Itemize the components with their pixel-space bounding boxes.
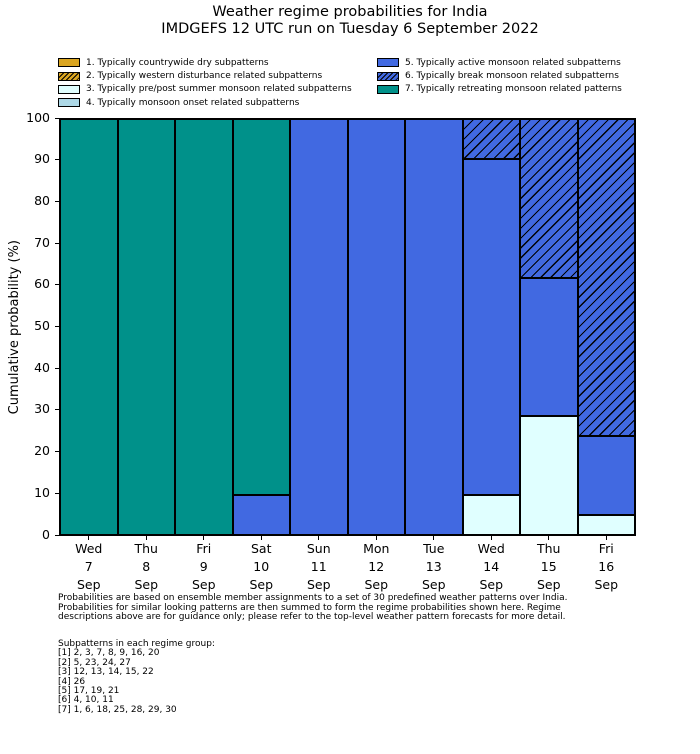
y-tick-label: 90	[34, 151, 50, 167]
bar-sat-10-sep	[233, 119, 291, 535]
bar-segment	[463, 119, 521, 159]
x-tick-label	[519, 540, 579, 594]
x-tick-label-line: Sep	[536, 577, 561, 592]
x-tick-label-line: Sep	[191, 577, 216, 592]
y-tick-label: 40	[34, 359, 50, 375]
bar-wed-14-sep	[463, 119, 521, 535]
legend-label: 1. Typically countrywide dry subpatterns	[86, 57, 269, 68]
y-tick-label: 0	[42, 526, 50, 542]
x-tick-label-line: Sep	[306, 577, 331, 592]
legend-label: 2. Typically western disturbance related subpatterns	[86, 71, 323, 82]
x-tick-label-line: Sep	[421, 577, 446, 592]
x-tick-label-line: Sep	[594, 577, 619, 592]
bar-segment	[520, 416, 578, 535]
y-tick-mark	[55, 493, 59, 494]
legend-item-6	[377, 69, 622, 82]
bar-segment	[578, 515, 636, 535]
subpatterns-line: [5] 17, 19, 21	[58, 686, 120, 697]
legend-column-2	[377, 56, 622, 96]
y-tick-mark	[55, 159, 59, 160]
x-tick-label-line: 12	[368, 559, 385, 574]
subpatterns-line: [1] 2, 3, 7, 8, 9, 16, 20	[58, 648, 160, 659]
bar-segment	[290, 119, 348, 535]
bar-segment	[233, 495, 291, 535]
subpatterns-line: [7] 1, 6, 18, 25, 28, 29, 30	[58, 704, 177, 715]
bar-tue-13-sep	[405, 119, 463, 535]
x-tick-label-line: Sep	[249, 577, 274, 592]
chart-subtitle: IMDGEFS 12 UTC run on Tuesday 6 September 2022	[161, 21, 539, 37]
x-tick-label-line: Fri	[598, 541, 614, 556]
subpatterns-line: [2] 5, 23, 24, 27	[58, 657, 131, 668]
footnote-line: Probabilities for similar looking patterns are then summed to form the regime probabilities shown here. Regime	[58, 602, 561, 613]
x-tick-label-line: Wed	[75, 541, 103, 556]
x-tick-label	[404, 540, 464, 594]
chart-title: Weather regime probabilities for India	[212, 4, 488, 20]
x-tick-label	[116, 540, 176, 594]
bar-segment	[405, 119, 463, 535]
x-tick-label-line: 9	[199, 559, 208, 574]
y-tick-label: 80	[34, 192, 50, 208]
bar-segment	[175, 119, 233, 535]
x-tick-label-line: Wed	[477, 541, 505, 556]
x-tick-label	[59, 540, 119, 594]
bar-segment	[578, 119, 636, 436]
bar-segment	[233, 119, 291, 495]
legend-swatch-icon	[58, 85, 80, 94]
legend-swatch-icon	[58, 58, 80, 67]
y-tick-label: 60	[34, 276, 50, 292]
x-tick-label-line: Tue	[423, 541, 445, 556]
bar-segment	[60, 119, 118, 535]
x-tick-label	[231, 540, 291, 594]
x-tick-label	[346, 540, 406, 594]
legend-label: 6. Typically break monsoon related subpatterns	[405, 71, 619, 82]
x-tick-label-line: Thu	[537, 541, 561, 556]
y-tick-label: 100	[26, 109, 50, 125]
y-tick-label: 10	[34, 484, 50, 500]
legend-item-4	[58, 96, 352, 109]
x-tick-label-line: Thu	[134, 541, 158, 556]
bar-segment	[520, 119, 578, 277]
x-tick-label-line: 10	[253, 559, 270, 574]
legend-label: 7. Typically retreating monsoon related patterns	[405, 84, 622, 95]
y-tick-mark	[55, 368, 59, 369]
footnote-line: descriptions above are for guidance only; please refer to the top-level weather pattern forecasts for more detail.	[58, 612, 566, 623]
plot-area	[59, 118, 636, 536]
x-tick-label-line: Sat	[251, 541, 272, 556]
legend-item-7	[377, 83, 622, 96]
y-tick-mark	[55, 451, 59, 452]
bar-fri-16-sep	[578, 119, 636, 535]
y-tick-label: 50	[34, 318, 50, 333]
legend-swatch-icon	[377, 58, 399, 67]
y-tick-mark	[55, 118, 59, 119]
y-tick-mark	[55, 326, 59, 327]
x-tick-label-line: Fri	[196, 541, 212, 556]
x-tick-label-line: 7	[84, 559, 93, 574]
legend-item-2	[58, 69, 352, 82]
x-tick-label-line: Sep	[134, 577, 159, 592]
legend-swatch-icon	[377, 72, 399, 81]
x-tick-label-line: 16	[598, 559, 615, 574]
x-tick-label	[289, 540, 349, 594]
bar-segment	[118, 119, 176, 535]
x-tick-label-line: Mon	[363, 541, 390, 556]
x-tick-label-line: 15	[540, 559, 557, 574]
subpatterns-line: [3] 12, 13, 14, 15, 22	[58, 667, 154, 678]
legend-swatch-icon	[58, 98, 80, 107]
x-tick-label-line: 13	[425, 559, 442, 574]
y-tick-label: 70	[34, 234, 50, 250]
legend-swatch-icon	[377, 85, 399, 94]
legend-item-3	[58, 83, 352, 96]
x-tick-label	[174, 540, 234, 594]
subpatterns-line: [4] 26	[58, 676, 86, 687]
bar-segment	[463, 495, 521, 535]
bar-thu-8-sep	[118, 119, 176, 535]
subpatterns-list	[58, 640, 215, 715]
subpatterns-line: [6] 4, 10, 11	[58, 695, 114, 706]
y-tick-label: 30	[34, 401, 50, 417]
y-tick-label: 20	[34, 443, 50, 459]
y-tick-mark	[55, 409, 59, 410]
legend-column-1	[58, 56, 352, 110]
y-tick-mark	[55, 284, 59, 285]
bar-thu-15-sep	[520, 119, 578, 535]
legend-item-1	[58, 56, 352, 69]
legend-item-5	[377, 56, 622, 69]
y-tick-mark	[55, 201, 59, 202]
footnote-line: Probabilities are based on ensemble member assignments to a set of 30 predefined weather patterns over India.	[58, 593, 568, 603]
bar-segment	[578, 436, 636, 515]
x-tick-label-line: 11	[310, 559, 327, 574]
bar-segment	[520, 278, 578, 417]
legend-label: 5. Typically active monsoon related subpatterns	[405, 57, 621, 68]
y-tick-mark	[55, 243, 59, 244]
legend-label: 4. Typically monsoon onset related subpatterns	[86, 97, 300, 108]
x-tick-label-line: Sep	[479, 577, 504, 592]
x-tick-label-line: 14	[483, 559, 500, 574]
bar-segment	[463, 159, 521, 496]
subpatterns-title: Subpatterns in each regime group:	[58, 639, 215, 649]
x-tick-label	[461, 540, 521, 594]
bar-segment	[348, 119, 406, 535]
footnote	[58, 594, 567, 623]
bar-sun-11-sep	[290, 119, 348, 535]
y-tick-mark	[55, 535, 59, 536]
x-tick-label	[576, 540, 636, 594]
legend-swatch-icon	[58, 72, 80, 81]
x-tick-label-line: Sun	[306, 541, 331, 556]
legend-label: 3. Typically pre/post summer monsoon related subpatterns	[86, 84, 352, 95]
x-tick-label-line: Sep	[364, 577, 389, 592]
bar-fri-9-sep	[175, 119, 233, 535]
bar-wed-7-sep	[60, 119, 118, 535]
bar-mon-12-sep	[348, 119, 406, 535]
x-tick-label-line: Sep	[76, 577, 101, 592]
x-tick-label-line: 8	[142, 559, 151, 574]
y-axis-label: Cumulative probability (%)	[6, 239, 22, 415]
